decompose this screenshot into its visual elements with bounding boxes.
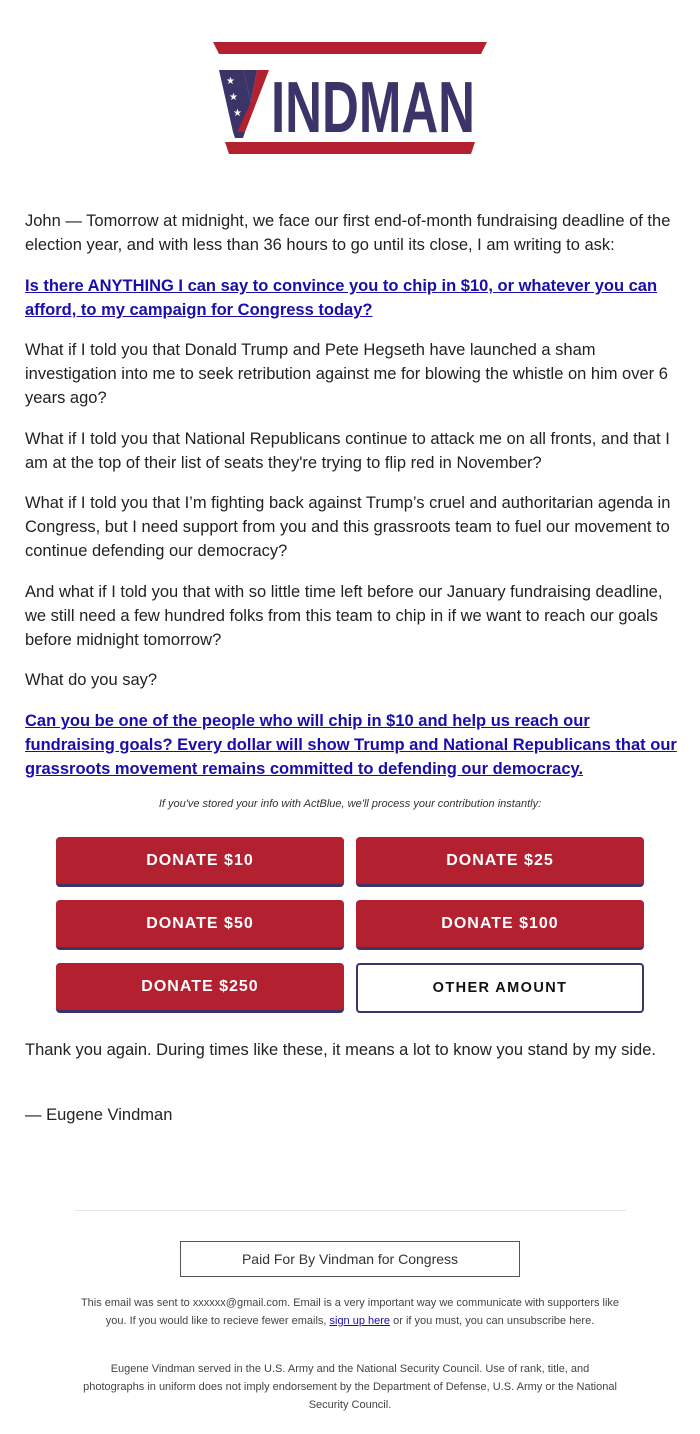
paragraph-deadline: And what if I told you that with so little time left before our January fundraising deadline, we still need a few hundred folks from this team to chip in if we want to reach our goals before midnight tomorrow? (25, 583, 663, 649)
actblue-note: If you've stored your info with ActBlue, we'll process your contribution instantly: (158, 798, 542, 810)
svg-text:★: ★ (233, 108, 242, 119)
paragraph-fighting-back: What if I told you that I’m fighting back against Trump’s cruel and authoritarian agenda in Congress, but I need support from you and this grassroots team to fuel our movement to continue defending our democracy? (25, 494, 671, 560)
other-amount-button[interactable]: OTHER AMOUNT (356, 963, 644, 1013)
signature: — Eugene Vindman (25, 1106, 173, 1124)
sign-up-link[interactable]: sign up here (329, 1315, 391, 1327)
chip-in-link[interactable]: Is there ANYTHING I can say to convince you to chip in $10, or whatever you can afford, to my campaign for Congress today? (25, 277, 658, 319)
donate-50-button[interactable]: DONATE $50 (56, 900, 344, 950)
thanks-paragraph: Thank you again. During times like these, it means a lot to know you stand by my side. (25, 1041, 656, 1059)
svg-text:★: ★ (226, 76, 235, 87)
donate-25-button[interactable]: DONATE $25 (356, 837, 644, 887)
email-notice-prefix: This email was sent to xxxxxx@gmail.com. Email is a very important way we communicate with supporters like you. If you would like to recieve fewer emails, (80, 1297, 620, 1327)
disclaimer: Eugene Vindman served in the U.S. Army and the National Security Council. Use of rank, title, and photographs in uniform does not imply endorsement by the Department of Defense, U.S. Army or the National Security Council. (83, 1363, 617, 1411)
paid-for-box: Paid For By Vindman for Congress (180, 1241, 520, 1277)
paragraph-question: What do you say? (25, 671, 158, 689)
intro-paragraph: John — Tomorrow at midnight, we face our first end-of-month fundraising deadline of the election year, and with less than 36 hours to go until its close, I am writing to ask: (25, 212, 671, 254)
donate-10-button[interactable]: DONATE $10 (56, 837, 344, 887)
footer-divider (75, 1210, 626, 1211)
logo-text: INDMAN (271, 68, 475, 148)
email-notice (80, 1294, 620, 1330)
vindman-logo (213, 42, 487, 154)
donate-250-button[interactable]: DONATE $250 (56, 963, 344, 1013)
fundraising-goals-link[interactable]: Can you be one of the people who will chip in $10 and help us reach our fundraising goals? Every dollar will show Trump and National Republicans that our grassroots movement remains committed to defending our democracy. (25, 712, 677, 778)
svg-text:★: ★ (229, 92, 238, 103)
email-notice-suffix: or if you must, you can unsubscribe here. (390, 1315, 595, 1327)
paragraph-republicans: What if I told you that National Republicans continue to attack me on all fronts, and that I am at the top of their list of seats they're trying to flip red in November? (25, 430, 670, 472)
donate-100-button[interactable]: DONATE $100 (356, 900, 644, 950)
paragraph-investigation: What if I told you that Donald Trump and Pete Hegseth have launched a sham investigation into me to seek retribution against me for blowing the whistle on him over 6 years ago? (25, 341, 668, 407)
